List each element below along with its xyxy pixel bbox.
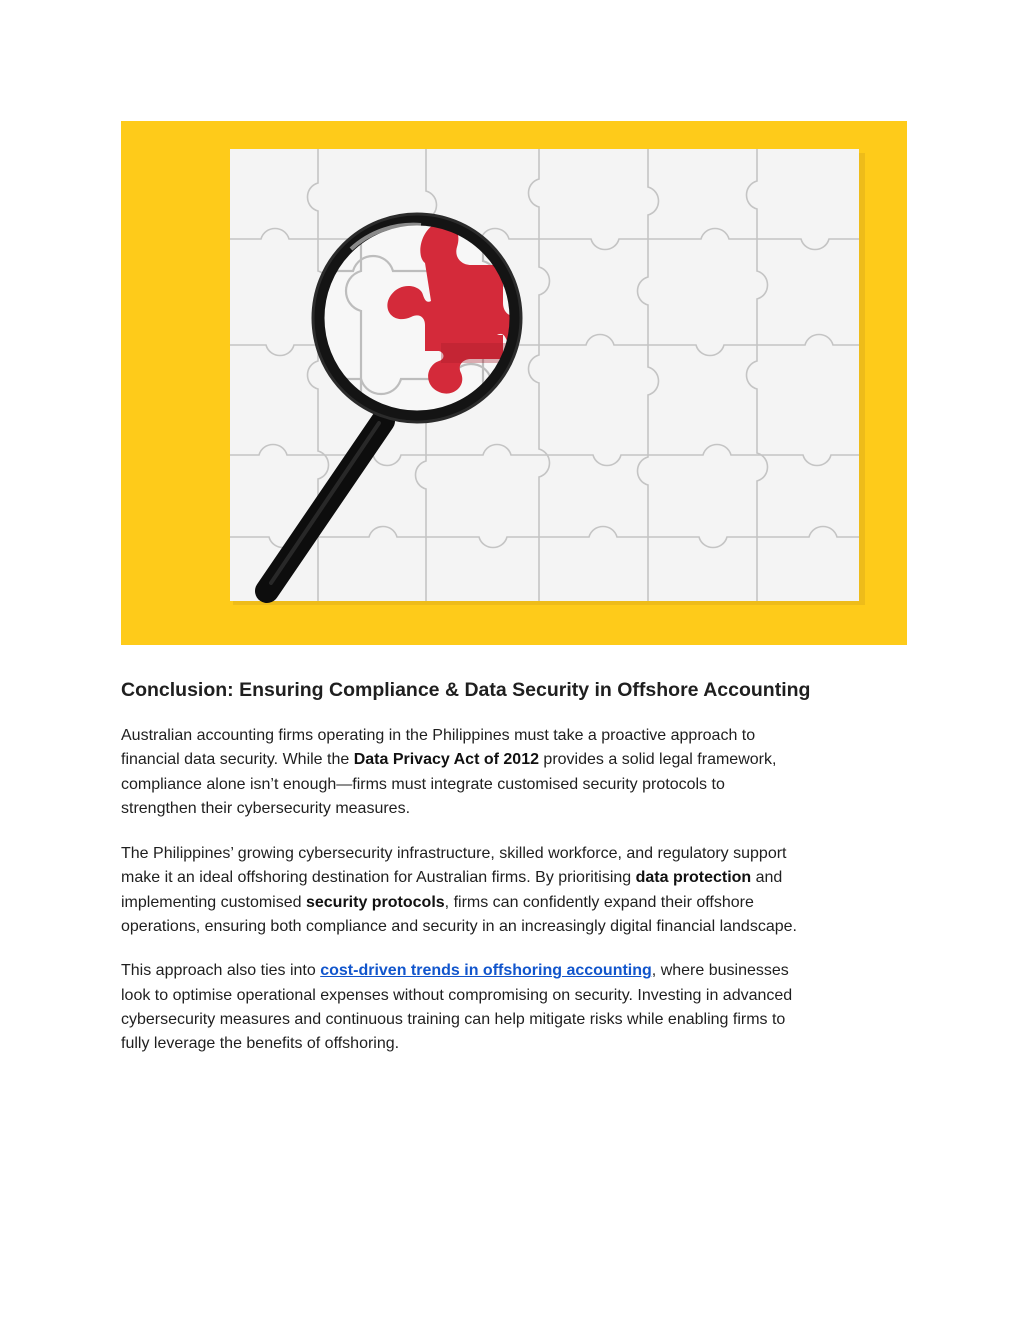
p3-line3: cybersecurity measures and continuous training can help mitigate risks while enabling firms to — [121, 1010, 786, 1028]
p3-line1-before: This approach also ties into — [121, 962, 321, 980]
section-heading: Conclusion: Ensuring Compliance & Data Security in Offshore Accounting — [121, 679, 811, 701]
cost-driven-trends-link[interactable]: cost-driven trends in offshoring accounting — [320, 962, 652, 980]
p1-line2-after: provides a solid legal framework, — [538, 751, 777, 769]
puzzle-board — [230, 149, 859, 601]
p1-line1: Australian accounting firms operating in the Philippines must take a proactive approach to — [121, 727, 756, 744]
p1-line4: strengthen their cybersecurity measures. — [121, 799, 411, 817]
p3-line4: fully leverage the benefits of offshoring. — [121, 1035, 400, 1053]
p2-bold-data-protection: data protection — [635, 869, 752, 887]
p2-line2-after: and — [751, 869, 783, 887]
hero-image — [121, 121, 907, 645]
p2-bold-security-protocols: security protocols — [305, 893, 445, 911]
article-body — [121, 724, 907, 1077]
p2-line3-after: , firms can confidently expand their offshore — [444, 893, 754, 911]
p1-line2-before: financial data security. While the — [121, 751, 354, 769]
p2-line3-before: implementing customised — [121, 893, 306, 911]
paragraph-2 — [121, 842, 907, 939]
paragraph-3 — [121, 959, 907, 1056]
p1-line3: compliance alone isn’t enough—firms must integrate customised security protocols to — [121, 775, 725, 793]
p2-line1: The Philippines’ growing cybersecurity infrastructure, skilled workforce, and regulatory support — [121, 845, 787, 863]
p3-line1-after: , where businesses — [651, 962, 789, 980]
p3-line2: look to optimise operational expenses without compromising on security. Investing in advanced — [121, 986, 793, 1004]
p2-line2-before: make it an ideal offshoring destination for Australian firms. By prioritising — [121, 869, 636, 887]
p1-bold-data-privacy-act: Data Privacy Act of 2012 — [353, 751, 539, 769]
p2-line4: operations, ensuring both compliance and security in an increasingly digital financial landscape. — [121, 918, 797, 936]
paragraph-1 — [121, 724, 907, 821]
puzzle-magnifier-illustration — [121, 121, 907, 645]
